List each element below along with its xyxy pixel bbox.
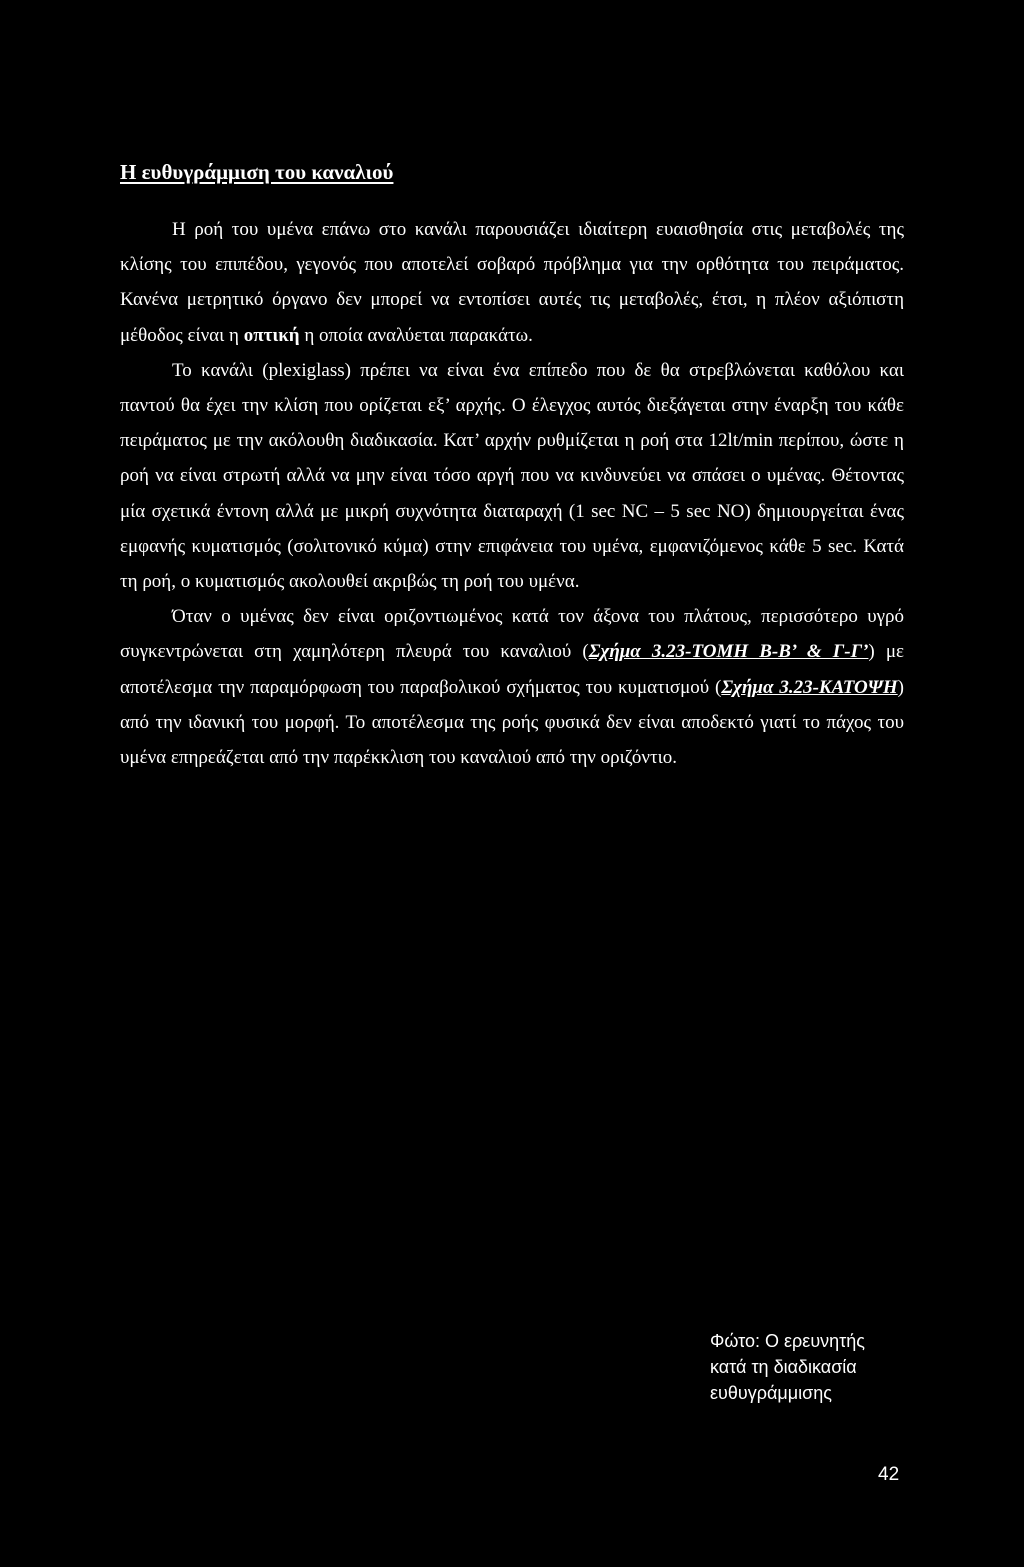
paragraph-3-text-c: ) από την ιδανική του μορφή. Το αποτέλεσμα της ροής φυσικά δεν είναι αποδεκτό γιατί το πάχος του υμένα επηρεάζεται από την παρέκκλιση του καναλιού από την οριζόντιο. [120,676,904,769]
paragraph-2: Το κανάλι (plexiglass) πρέπει να είναι ένα επίπεδο που δε θα στρεβλώνεται καθόλου και παντού θα έχει την κλίση που ορίζεται εξ’ αρχής. Ο έλεγχος αυτός διεξάγεται στην έναρξη του κάθε πειράματος με την ακόλουθη διαδικασία. Κατ’ αρχήν ρυθμίζεται η ροή στα 12lt/min περίπου, ώστε η ροή να είναι στρωτή αλλά να μην είναι τόσο αργή που να κινδυνεύει να σπάσει ο υμένας. Θέτοντας μία σχετικά έντονη αλλά με μικρή συχνότητα διαταραχή (1 sec NC – 5 sec NO) δημιουργείται ένας εμφανής κυματισμός (σολιτονικό κύμα) στην επιφάνεια του υμένα, εμφανιζόμενος κάθε 5 sec. Κατά τη ροή, ο κυματισμός ακολουθεί ακριβώς τη ροή του υμένα. [120,359,904,593]
paragraph-1 [120,212,904,353]
paragraph-3 [120,599,904,775]
paragraph-3-text-a: Όταν ο υμένας δεν είναι οριζοντιωμένος κατά τον άξονα του πλάτους, περισσότερο υγρό συγκεντρώνεται στη χαμηλότερη πλευρά του καναλιού ( [120,606,904,663]
caption-line-3: ευθυγράμμισης [710,1383,832,1403]
page-number: 42 [878,1464,900,1485]
paragraph-1-text-b: η οποία αναλύεται παρακάτω. [299,324,533,346]
body-text [120,212,904,775]
section-title: Η ευθυγράμμιση του καναλιού [120,160,394,184]
figure-reference-section: Σχήμα 3.23-ΤΟΜΗ Β-Β’ & Γ-Γ’ [588,641,869,663]
paragraph-3-text-b: ) με αποτέλεσμα την παραμόρφωση του παραβολικού σχήματος του κυματισμού ( [120,641,905,698]
photo-caption [710,1328,930,1406]
caption-line-2: κατά τη διαδικασία [710,1357,857,1377]
paragraph-1-text-a: Η ροή του υμένα επάνω στο κανάλι παρουσιάζει ιδιαίτερη ευαισθησία στις μεταβολές της κλίσης του επιπέδου, γεγονός που αποτελεί σοβαρό πρόβλημα για την ορθότητα του πειράματος. Κανένα μετρητικό όργανο δεν μπορεί να εντοπίσει αυτές τις μεταβολές, έτσι, η πλέον αξιόπιστη μέθοδος είναι η [120,219,904,346]
caption-line-1: Φώτο: Ο ερευνητής [710,1331,865,1351]
paragraph-1-bold-term: οπτική [243,324,300,346]
figure-reference-plan: Σχήμα 3.23-ΚΑΤΟΨΗ [721,676,898,698]
